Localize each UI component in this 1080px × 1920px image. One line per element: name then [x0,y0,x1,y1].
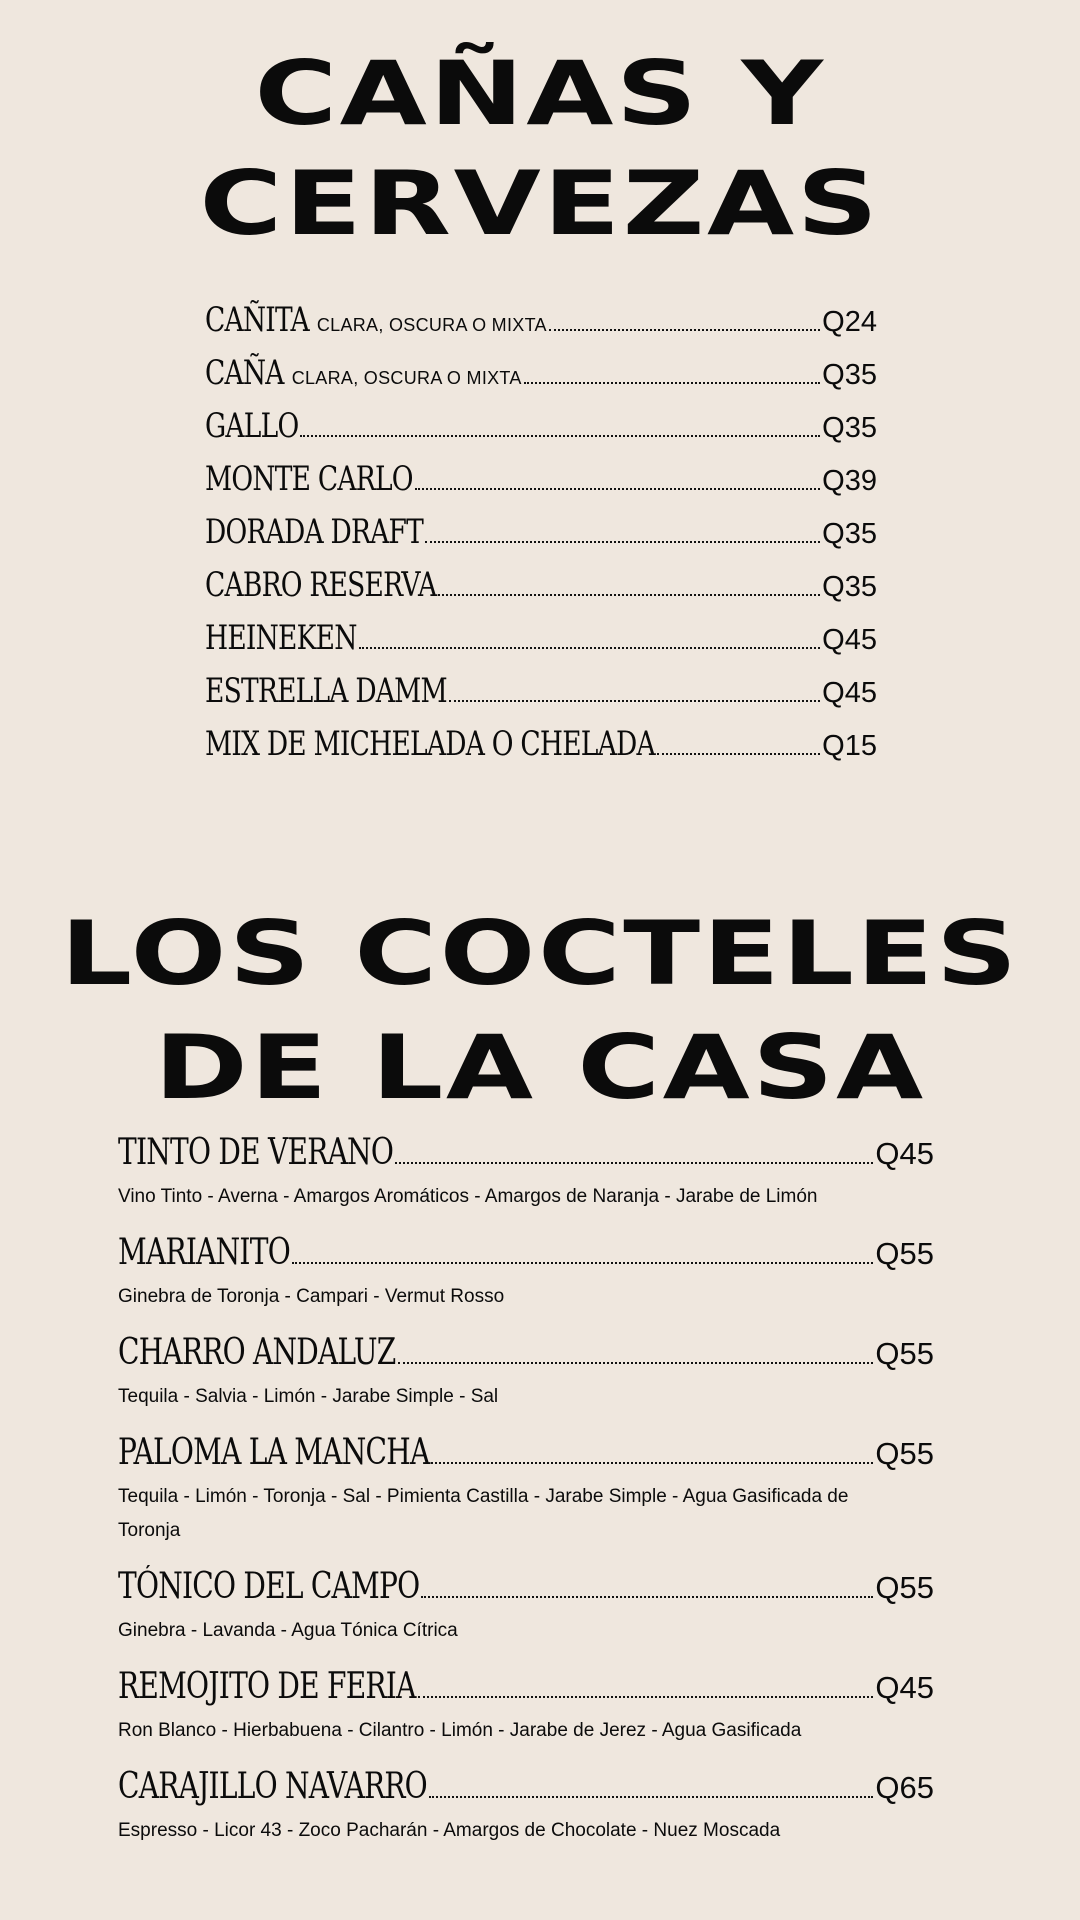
cocktail-ingredients: Ginebra - Lavanda - Agua Tónica Cítrica [118,1620,458,1641]
beer-item-cana [205,353,877,406]
cocktail-name: MARIANITO [118,1232,290,1273]
cocktail-row [118,1432,934,1478]
beer-item-name: CAÑA [205,353,284,393]
cocktail-price: Q55 [875,1236,934,1271]
beer-title-line1: CAÑAS Y [254,42,826,145]
beer-item-name: HEINEKEN [205,618,357,658]
dotted-leader [431,1462,873,1464]
dotted-leader [398,1362,874,1364]
dotted-leader [657,753,820,755]
dotted-leader [425,541,820,543]
cocktail-row [118,1132,934,1178]
beer-item-detail: CLARA, OSCURA O MIXTA [316,315,547,335]
cocktail-ingredients: Tequila - Salvia - Limón - Jarabe Simple - Sal [118,1386,499,1407]
beer-item-detail: CLARA, OSCURA O MIXTA [291,368,522,388]
cocktail-price: Q45 [875,1670,934,1705]
beer-item-price: Q35 [822,359,877,391]
beer-item-michelada [205,724,877,777]
cocktail-row [118,1332,934,1378]
cocktail-ingredients: Ginebra de Toronja - Campari - Vermut Rosso [118,1286,505,1307]
dotted-leader [415,488,820,490]
cocktail-section-title [0,902,1080,1119]
beer-item-name: GALLO [205,406,299,446]
dotted-leader [429,1796,873,1798]
cocktail-price: Q55 [875,1570,934,1605]
cocktail-title-line2: DE LA CASA [154,1016,926,1119]
dotted-leader [418,1696,874,1698]
beer-section-title [0,42,1080,255]
cocktail-row [118,1666,934,1712]
cocktail-name: REMOJITO DE FERIA [118,1666,416,1707]
beer-item-name: MONTE CARLO [205,459,413,499]
beer-item-canita [205,300,877,353]
beer-item-name: CAÑITA [205,300,309,340]
cocktail-ingredients: Vino Tinto - Averna - Amargos Aromáticos - Amargos de Naranja - Jarabe de Limón [118,1186,818,1207]
beer-item-dorada-draft [205,512,877,565]
beer-item-price: Q35 [822,518,877,550]
cocktail-price: Q55 [875,1436,934,1471]
beer-menu-list [205,300,877,777]
dotted-leader [549,329,820,331]
cocktail-name: CARAJILLO NAVARRO [118,1766,427,1807]
beer-item-name: MIX DE MICHELADA O CHELADA [205,724,655,764]
beer-item-price: Q24 [822,306,877,338]
cocktail-name: CHARRO ANDALUZ [118,1332,396,1373]
beer-item-estrella-damm [205,671,877,724]
dotted-leader [292,1262,873,1264]
dotted-leader [359,647,820,649]
beer-item-name: CABRO RESERVA [205,565,437,605]
cocktail-price: Q55 [875,1336,934,1371]
beer-item-price: Q35 [822,412,877,444]
beer-item-name: DORADA DRAFT [205,512,424,552]
cocktail-item-paloma-la-mancha [118,1432,934,1548]
dotted-leader [438,594,820,596]
beer-item-name: ESTRELLA DAMM [205,671,447,711]
dotted-leader [395,1162,873,1164]
cocktail-item-tonico-del-campo [118,1566,934,1648]
beer-item-heineken [205,618,877,671]
cocktail-price: Q45 [875,1136,934,1171]
dotted-leader [449,700,820,702]
cocktail-item-marianito [118,1232,934,1314]
dotted-leader [524,382,820,384]
beer-item-gallo [205,406,877,459]
beer-item-price: Q45 [822,677,877,709]
beer-item-monte-carlo [205,459,877,512]
beer-item-price: Q35 [822,571,877,603]
cocktail-item-charro-andaluz [118,1332,934,1414]
cocktail-price: Q65 [875,1770,934,1805]
cocktail-name: TÓNICO DEL CAMPO [118,1566,420,1607]
cocktail-ingredients: Tequila - Limón - Toronja - Sal - Pimienta Castilla - Jarabe Simple - Agua Gasificada de Toronja [118,1486,849,1541]
cocktail-item-carajillo-navarro [118,1766,934,1848]
cocktail-item-remojito-de-feria [118,1666,934,1748]
cocktail-name: TINTO DE VERANO [118,1132,394,1173]
cocktail-row [118,1232,934,1278]
cocktail-item-tinto-de-verano [118,1132,934,1214]
cocktail-row [118,1766,934,1812]
cocktail-row [118,1566,934,1612]
cocktail-menu-list [118,1132,934,1866]
beer-item-price: Q45 [822,624,877,656]
beer-title-line2: CERVEZAS [199,152,881,255]
cocktail-name: PALOMA LA MANCHA [118,1432,430,1473]
beer-item-cabro-reserva [205,565,877,618]
cocktail-ingredients: Ron Blanco - Hierbabuena - Cilantro - Limón - Jarabe de Jerez - Agua Gasificada [118,1720,802,1741]
beer-item-price: Q39 [822,465,877,497]
cocktail-title-line1: LOS COCTELES [60,902,1020,1005]
dotted-leader [300,435,820,437]
cocktail-ingredients: Espresso - Licor 43 - Zoco Pacharán - Amargos de Chocolate - Nuez Moscada [118,1820,781,1841]
beer-item-price: Q15 [822,730,877,762]
dotted-leader [421,1596,873,1598]
